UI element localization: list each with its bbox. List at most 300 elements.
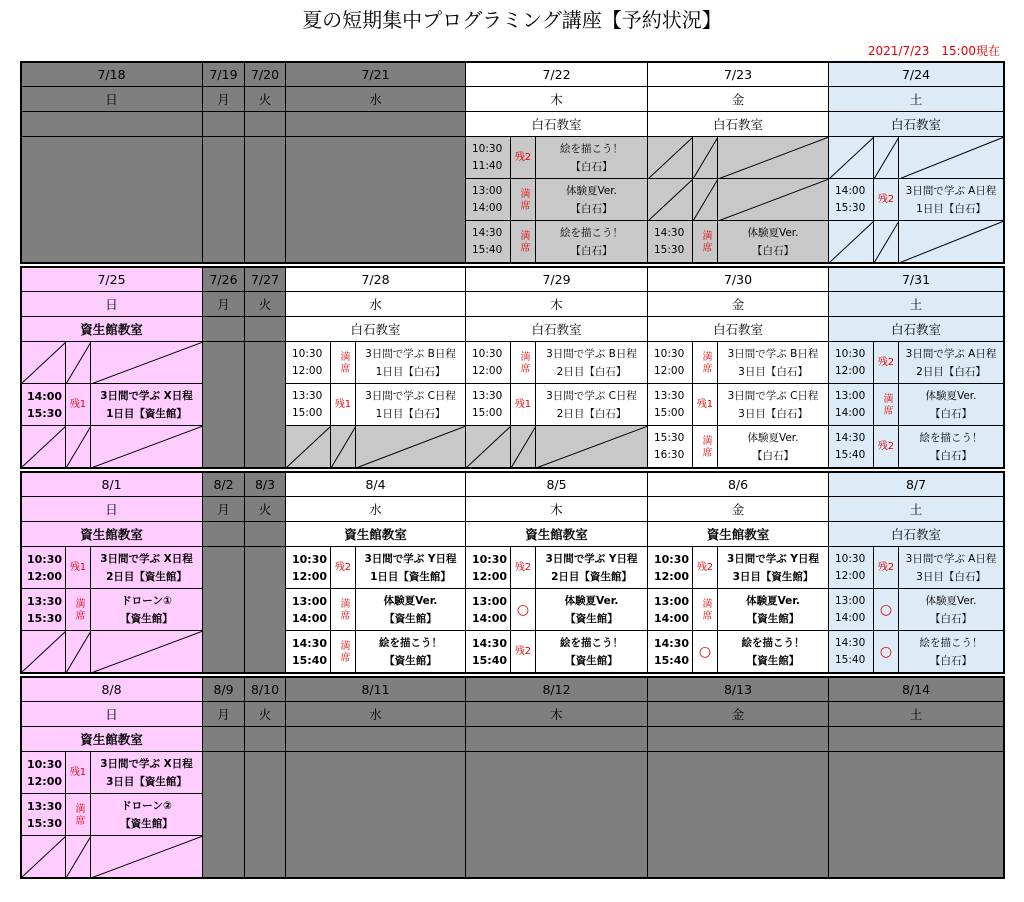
- room-cell: [244, 111, 286, 137]
- course-session: 1日目【資生館】: [370, 570, 451, 583]
- slot-status: 残2: [873, 178, 899, 221]
- room-cell: [244, 521, 286, 547]
- date-cell: 8/6: [647, 471, 829, 497]
- slot-end-time: 12:00: [292, 569, 328, 583]
- slot-status: [692, 178, 718, 221]
- slot-status: 満席: [692, 341, 718, 384]
- room-cell: [202, 111, 245, 137]
- slot-time: [465, 220, 511, 263]
- room-cell: 白石教室: [828, 111, 1004, 137]
- date-cell: 7/21: [285, 61, 466, 87]
- diagonal-slash: [874, 137, 898, 178]
- date-cell: 7/23: [647, 61, 829, 87]
- slot-time: [285, 630, 331, 673]
- slot-start-time: 13:00: [654, 594, 690, 608]
- date-cell: 8/13: [647, 676, 829, 702]
- slot-time: [465, 341, 511, 384]
- slot-status: 残2: [510, 630, 536, 673]
- course-session: 3日目【白石】: [738, 407, 808, 420]
- diagonal-slash: [511, 426, 535, 467]
- slot-course: [90, 425, 203, 468]
- slot-start-time: 14:30: [835, 431, 866, 444]
- course-name: 3日間で学ぶ C日程: [727, 389, 819, 402]
- course-session: 【資生館】: [565, 654, 618, 667]
- slot-course: [355, 425, 466, 468]
- course-session: 1日目【白石】: [375, 365, 446, 378]
- slot-status: 残2: [873, 546, 899, 589]
- slot-end-time: 12:00: [27, 774, 63, 788]
- slot-course: [535, 546, 648, 589]
- course-session: 【資生館】: [746, 654, 800, 667]
- weekday-cell: 金: [647, 496, 829, 522]
- slot-course: [535, 630, 648, 673]
- slot-status: 残2: [873, 341, 899, 384]
- slot-start-time: 13:00: [835, 594, 866, 607]
- course-session: 【資生館】: [565, 612, 618, 625]
- week-border: [20, 266, 22, 469]
- weekday-cell: 土: [828, 86, 1004, 112]
- slot-status: ○: [692, 630, 718, 673]
- closed-slot-area: [465, 751, 648, 878]
- course-session: 【資生館】: [384, 654, 437, 667]
- date-cell: 8/14: [828, 676, 1004, 702]
- date-cell: 8/8: [20, 676, 203, 702]
- slot-end-time: 12:00: [472, 364, 503, 377]
- diagonal-slash: [91, 631, 202, 672]
- slot-time: [465, 425, 511, 468]
- slot-end-time: 15:00: [472, 406, 503, 419]
- course-name: 絵を描こう！: [560, 226, 623, 239]
- date-cell: 8/3: [244, 471, 286, 497]
- diagonal-slash: [91, 342, 202, 383]
- slot-end-time: 15:40: [835, 448, 866, 461]
- slot-end-time: 12:00: [835, 364, 866, 377]
- weekday-cell: 水: [285, 701, 466, 727]
- slot-end-time: 15:40: [654, 653, 690, 667]
- slot-time: [828, 630, 874, 673]
- room-cell: 白石教室: [647, 111, 829, 137]
- date-cell: 7/26: [202, 266, 245, 292]
- course-name: 3日間で学ぶ Y日程: [545, 552, 638, 565]
- slot-time: [20, 751, 66, 794]
- closed-slot-area: [285, 751, 466, 878]
- slot-status: [330, 425, 356, 468]
- diagonal-slash: [536, 426, 647, 467]
- slot-time: [285, 588, 331, 631]
- slot-status: 満席: [692, 220, 718, 263]
- weekday-cell: 土: [828, 701, 1004, 727]
- course-name: 絵を描こう！: [560, 142, 623, 155]
- date-cell: 7/20: [244, 61, 286, 87]
- course-name: 体験夏Ver.: [747, 226, 799, 239]
- slot-status: ○: [510, 588, 536, 631]
- week-border: [20, 61, 22, 264]
- date-cell: 8/7: [828, 471, 1004, 497]
- closed-slot-area: [244, 546, 286, 673]
- slot-course: [90, 751, 203, 794]
- slot-status: 残1: [330, 383, 356, 426]
- page-title: 夏の短期集中プログラミング講座【予約状況】: [302, 8, 722, 32]
- room-cell: [647, 726, 829, 752]
- slot-end-time: 15:30: [27, 406, 63, 420]
- diagonal-slash: [829, 221, 873, 262]
- course-name: ドローン①: [121, 594, 172, 607]
- slot-course: [90, 630, 203, 673]
- slot-course: [717, 588, 829, 631]
- slot-end-time: 12:00: [835, 569, 866, 582]
- weekday-cell: 日: [20, 291, 203, 317]
- weekday-cell: 月: [202, 496, 245, 522]
- slot-status: 残1: [65, 751, 91, 794]
- course-session: 【資生館】: [120, 817, 173, 830]
- course-name: 3日間で学ぶ B日程: [365, 347, 456, 360]
- slot-course: [717, 425, 829, 468]
- date-cell: 7/24: [828, 61, 1004, 87]
- date-cell: 7/31: [828, 266, 1004, 292]
- weekday-cell: 水: [285, 86, 466, 112]
- slot-status: 満席: [510, 220, 536, 263]
- slot-status: 満席: [330, 588, 356, 631]
- slot-time: [828, 220, 874, 263]
- slot-start-time: 14:00: [27, 389, 63, 403]
- slot-course: [355, 383, 466, 426]
- slot-status: [65, 425, 91, 468]
- slot-time: [465, 383, 511, 426]
- week-border: [1003, 266, 1005, 469]
- slot-course: [535, 588, 648, 631]
- course-session: 2日目【白石】: [556, 407, 627, 420]
- course-session: 【資生館】: [746, 612, 800, 625]
- diagonal-slash: [466, 426, 510, 467]
- slot-time: [647, 220, 693, 263]
- week-border: [20, 672, 1003, 674]
- slot-status: 満席: [692, 588, 718, 631]
- week-border: [20, 262, 1003, 264]
- slot-status: [873, 220, 899, 263]
- course-name: 3日間で学ぶ B日程: [546, 347, 637, 360]
- course-session: 【白石】: [930, 654, 972, 667]
- slot-time: [465, 588, 511, 631]
- slot-time: [647, 546, 693, 589]
- slot-time: [647, 178, 693, 221]
- slot-course: [90, 793, 203, 836]
- slot-status: [873, 136, 899, 179]
- slot-time: [828, 136, 874, 179]
- course-name: 3日間で学ぶ X日程: [100, 389, 193, 402]
- date-cell: 8/9: [202, 676, 245, 702]
- slot-time: [285, 341, 331, 384]
- slot-end-time: 12:00: [472, 569, 508, 583]
- slot-start-time: 10:30: [472, 347, 503, 360]
- course-name: 体験夏Ver.: [565, 184, 618, 197]
- course-session: 【白石】: [930, 612, 972, 625]
- slot-status: 残2: [692, 546, 718, 589]
- slot-start-time: 10:30: [27, 552, 63, 566]
- date-cell: 7/18: [20, 61, 203, 87]
- course-name: 3日間で学ぶ X日程: [100, 552, 193, 565]
- closed-slot-area: [20, 136, 203, 263]
- course-name: 絵を描こう！: [741, 636, 805, 649]
- slot-time: [647, 136, 693, 179]
- course-session: 【白石】: [930, 407, 972, 420]
- course-name: 3日間で学ぶ B日程: [727, 347, 819, 360]
- diagonal-slash: [66, 426, 90, 467]
- diagonal-slash: [648, 179, 692, 220]
- slot-start-time: 14:30: [654, 226, 685, 239]
- course-session: 1日目【白石】: [916, 202, 986, 215]
- slot-time: [828, 178, 874, 221]
- slot-time: [828, 341, 874, 384]
- diagonal-slash: [899, 137, 1003, 178]
- slot-status: 満席: [330, 630, 356, 673]
- slot-end-time: 12:00: [654, 569, 690, 583]
- slot-course: [717, 341, 829, 384]
- slot-course: [90, 835, 203, 878]
- slot-start-time: 14:30: [835, 636, 866, 649]
- slot-status: 残2: [510, 546, 536, 589]
- room-cell: [244, 726, 286, 752]
- weekday-cell: 火: [244, 496, 286, 522]
- date-cell: 8/4: [285, 471, 466, 497]
- slot-course: [717, 383, 829, 426]
- room-cell: 白石教室: [465, 111, 648, 137]
- slot-end-time: 15:40: [472, 243, 503, 256]
- week-border: [20, 266, 1003, 268]
- weekday-cell: 土: [828, 291, 1004, 317]
- slot-time: [20, 835, 66, 878]
- closed-slot-area: [202, 546, 245, 673]
- room-cell: 資生館教室: [465, 521, 648, 547]
- room-cell: 資生館教室: [285, 521, 466, 547]
- slot-time: [465, 136, 511, 179]
- course-session: 【資生館】: [384, 612, 437, 625]
- slot-end-time: 15:00: [654, 406, 685, 419]
- slot-time: [285, 425, 331, 468]
- slot-course: [898, 383, 1004, 426]
- course-session: 【白石】: [570, 244, 613, 257]
- closed-slot-area: [828, 751, 1004, 878]
- slot-end-time: 14:00: [472, 201, 503, 214]
- date-cell: 7/28: [285, 266, 466, 292]
- course-session: 3日目【白石】: [916, 570, 986, 583]
- slot-status: 満席: [65, 793, 91, 836]
- room-cell: [285, 111, 466, 137]
- slot-start-time: 13:00: [292, 594, 328, 608]
- closed-slot-area: [244, 136, 286, 263]
- slot-time: [20, 630, 66, 673]
- slot-end-time: 15:30: [27, 816, 63, 830]
- slot-end-time: 15:40: [472, 653, 508, 667]
- slot-course: [355, 630, 466, 673]
- slot-course: [90, 588, 203, 631]
- slot-end-time: 11:40: [472, 159, 503, 172]
- date-cell: 8/10: [244, 676, 286, 702]
- weekday-cell: 火: [244, 701, 286, 727]
- diagonal-slash: [91, 426, 202, 467]
- slot-course: [535, 341, 648, 384]
- weekday-cell: 木: [465, 701, 648, 727]
- slot-start-time: 10:30: [292, 552, 328, 566]
- slot-time: [465, 630, 511, 673]
- date-cell: 7/19: [202, 61, 245, 87]
- slot-course: [898, 136, 1004, 179]
- course-session: 2日目【白石】: [916, 365, 986, 378]
- slot-status: 残1: [65, 383, 91, 426]
- slot-status: ○: [873, 630, 899, 673]
- slot-status: [692, 136, 718, 179]
- slot-start-time: 10:30: [654, 347, 685, 360]
- slot-time: [20, 383, 66, 426]
- course-name: 絵を描こう！: [919, 636, 983, 649]
- closed-slot-area: [202, 341, 245, 468]
- course-session: 【白石】: [752, 244, 794, 257]
- course-name: 3日間で学ぶ X日程: [100, 757, 193, 770]
- slot-course: [90, 341, 203, 384]
- slot-time: [285, 546, 331, 589]
- course-session: 1日目【白石】: [375, 407, 446, 420]
- week-border: [20, 877, 1003, 879]
- room-cell: 資生館教室: [647, 521, 829, 547]
- slot-start-time: 13:00: [472, 594, 508, 608]
- diagonal-slash: [66, 342, 90, 383]
- closed-slot-area: [647, 751, 829, 878]
- course-name: ドローン②: [121, 799, 172, 812]
- room-cell: [285, 726, 466, 752]
- weekday-cell: 水: [285, 291, 466, 317]
- room-cell: 白石教室: [285, 316, 466, 342]
- weekday-cell: 月: [202, 86, 245, 112]
- slot-end-time: 16:30: [654, 448, 685, 461]
- room-cell: [202, 316, 245, 342]
- course-name: 3日間で学ぶ A日程: [905, 552, 997, 565]
- slot-time: [465, 178, 511, 221]
- course-name: 3日間で学ぶ C日程: [365, 389, 456, 402]
- slot-start-time: 10:30: [472, 142, 503, 155]
- slot-course: [898, 630, 1004, 673]
- slot-start-time: 14:30: [292, 636, 328, 650]
- slot-time: [828, 588, 874, 631]
- diagonal-slash: [829, 137, 873, 178]
- course-session: 【白石】: [930, 449, 972, 462]
- slot-course: [898, 341, 1004, 384]
- slot-course: [535, 136, 648, 179]
- diagonal-slash: [693, 179, 717, 220]
- week-border: [20, 467, 1003, 469]
- slot-time: [828, 425, 874, 468]
- slot-time: [20, 341, 66, 384]
- week-border: [1003, 471, 1005, 674]
- weekday-cell: 水: [285, 496, 466, 522]
- date-cell: 7/22: [465, 61, 648, 87]
- course-session: 3日目【資生館】: [106, 775, 187, 788]
- slot-end-time: 12:00: [654, 364, 685, 377]
- course-name: 体験夏Ver.: [925, 389, 977, 402]
- room-cell: 資生館教室: [20, 316, 203, 342]
- slot-status: 残2: [510, 136, 536, 179]
- course-name: 体験夏Ver.: [564, 594, 619, 607]
- diagonal-slash: [693, 137, 717, 178]
- weekday-cell: 金: [647, 701, 829, 727]
- course-session: 2日目【資生館】: [106, 570, 187, 583]
- weekday-cell: 火: [244, 291, 286, 317]
- course-name: 体験夏Ver.: [925, 594, 977, 607]
- slot-time: [647, 341, 693, 384]
- course-session: 【白石】: [570, 202, 613, 215]
- weekday-cell: 木: [465, 496, 648, 522]
- slot-start-time: 13:00: [835, 389, 866, 402]
- slot-course: [717, 220, 829, 263]
- closed-slot-area: [202, 136, 245, 263]
- week-border: [20, 676, 22, 879]
- slot-end-time: 14:00: [472, 611, 508, 625]
- diagonal-slash: [21, 342, 65, 383]
- slot-course: [717, 546, 829, 589]
- closed-slot-area: [244, 751, 286, 878]
- slot-time: [465, 546, 511, 589]
- slot-status: 残1: [65, 546, 91, 589]
- room-cell: [202, 521, 245, 547]
- slot-status: 満席: [692, 425, 718, 468]
- room-cell: [244, 316, 286, 342]
- slot-course: [355, 546, 466, 589]
- slot-time: [20, 425, 66, 468]
- week-border: [1003, 61, 1005, 264]
- slot-start-time: 10:30: [27, 757, 63, 771]
- diagonal-slash: [91, 836, 202, 877]
- diagonal-slash: [899, 221, 1003, 262]
- slot-course: [717, 136, 829, 179]
- diagonal-slash: [66, 836, 90, 877]
- diagonal-slash: [66, 631, 90, 672]
- slot-end-time: 15:30: [654, 243, 685, 256]
- slot-time: [647, 425, 693, 468]
- closed-slot-area: [202, 751, 245, 878]
- diagonal-slash: [718, 137, 828, 178]
- diagonal-slash: [648, 137, 692, 178]
- slot-status: [65, 630, 91, 673]
- as-of-timestamp: 2021/7/23 15:00現在: [867, 44, 1000, 58]
- diagonal-slash: [286, 426, 330, 467]
- slot-time: [20, 546, 66, 589]
- diagonal-slash: [874, 221, 898, 262]
- room-cell: [202, 726, 245, 752]
- slot-course: [535, 383, 648, 426]
- week-border: [20, 676, 1003, 678]
- room-cell: [828, 726, 1004, 752]
- slot-course: [898, 546, 1004, 589]
- slot-start-time: 14:30: [472, 636, 508, 650]
- slot-end-time: 12:00: [27, 569, 63, 583]
- date-cell: 8/12: [465, 676, 648, 702]
- slot-status: 満席: [330, 341, 356, 384]
- room-cell: 白石教室: [828, 316, 1004, 342]
- course-name: 体験夏Ver.: [747, 431, 799, 444]
- date-cell: 8/11: [285, 676, 466, 702]
- slot-course: [898, 425, 1004, 468]
- course-session: 【白石】: [570, 160, 613, 173]
- slot-end-time: 14:00: [654, 611, 690, 625]
- slot-time: [20, 588, 66, 631]
- slot-start-time: 13:30: [27, 594, 63, 608]
- closed-slot-area: [244, 341, 286, 468]
- slot-course: [90, 546, 203, 589]
- weekday-cell: 月: [202, 701, 245, 727]
- date-cell: 8/5: [465, 471, 648, 497]
- slot-end-time: 15:30: [27, 611, 63, 625]
- weekday-cell: 木: [465, 291, 648, 317]
- diagonal-slash: [718, 179, 828, 220]
- slot-status: 残1: [692, 383, 718, 426]
